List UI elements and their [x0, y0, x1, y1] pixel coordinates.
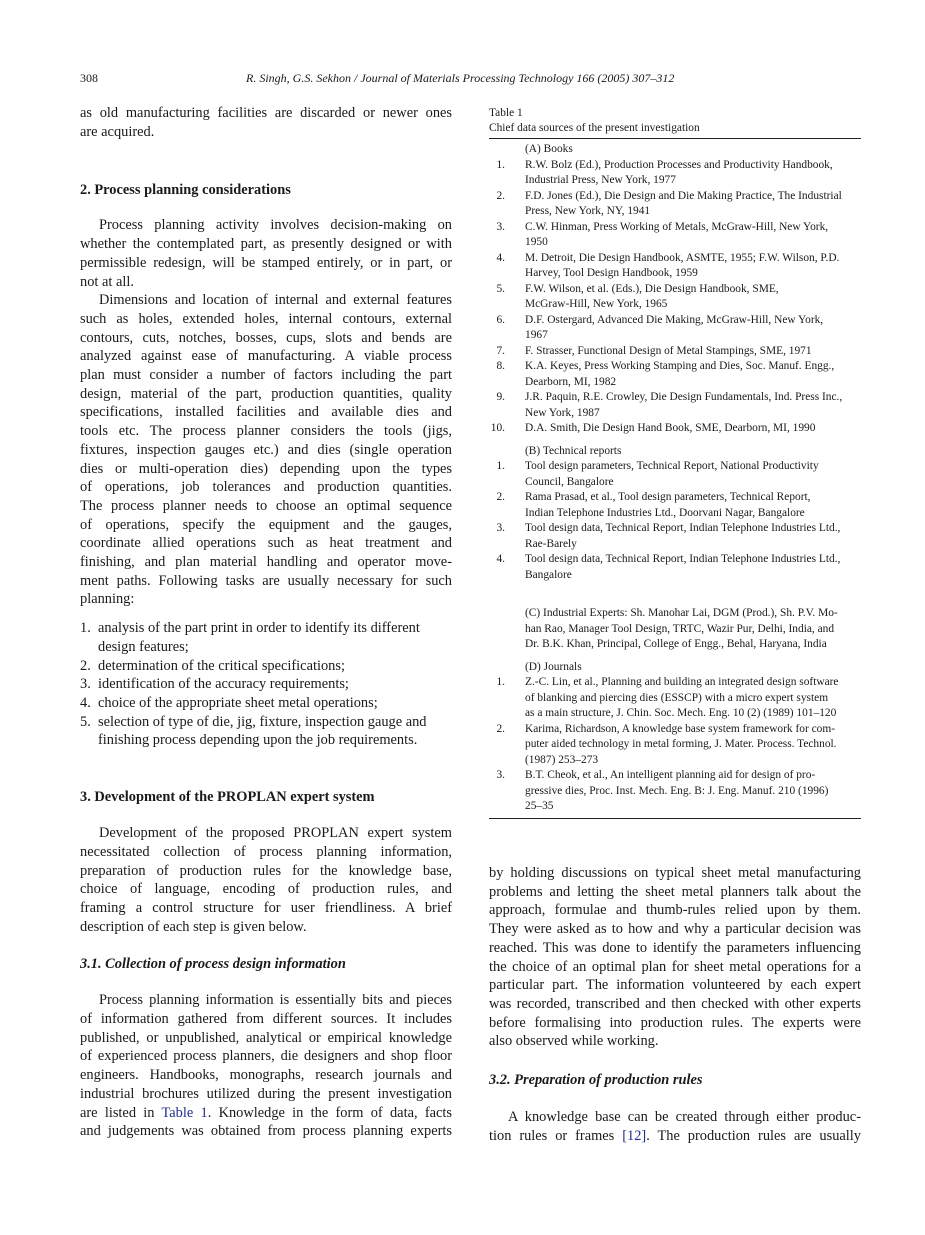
- text-fragment: are listed in: [80, 1104, 162, 1121]
- table-label: Table 1: [489, 107, 523, 119]
- text-line: M. Detroit, Die Design Handbook, ASMTE, 1955; F.W. Wilson, P.D.: [525, 251, 840, 264]
- text-line: The process planner needs to choose an optimal sequence: [80, 497, 452, 514]
- text-line: K.A. Keyes, Press Working Stamping and Dies, Soc. Manuf. Engg.,: [525, 360, 835, 372]
- text-line: Council, Bangalore: [525, 475, 614, 488]
- text-line: [489, 1127, 861, 1146]
- text-line: reached. This was done to identify the parameters influencing: [489, 939, 861, 956]
- text-line: They were asked as to how and why a particular decision was: [489, 921, 861, 938]
- text-line: particular part. The information volunteered by each expert: [489, 977, 861, 994]
- text-line: fixtures, inspection gauges etc.) and dies (single operation: [80, 441, 452, 458]
- text-line: problems and letting the sheet metal planners talk about the: [489, 883, 861, 900]
- task-number: 1.: [80, 620, 91, 637]
- row-number: 7.: [496, 344, 505, 357]
- text-line: whether the contemplated part, as presently designed or with: [80, 236, 452, 253]
- table-row: [489, 390, 861, 421]
- row-number: 1.: [496, 676, 505, 688]
- text-line: the choice of an optimal plan for sheet metal operations for a: [489, 958, 861, 975]
- text-line: as old manufacturing facilities are discarded or newer ones: [80, 105, 452, 121]
- table-row: [489, 490, 861, 521]
- text-line: design, material of the part, production quantities, quality: [80, 385, 452, 402]
- table-body: [489, 139, 861, 815]
- text-line: Z.-C. Lin, et al., Planning and building an integrated design software: [525, 676, 839, 688]
- text-line: by holding discussions on typical sheet metal manufacturing: [489, 865, 861, 881]
- table-row: [489, 722, 861, 769]
- text-line: McGraw-Hill, New York, 1965: [525, 298, 668, 310]
- row-number: 4.: [496, 251, 505, 264]
- row-number: 5.: [496, 282, 505, 295]
- row-number: 2.: [496, 722, 505, 735]
- row-number: 2.: [496, 189, 505, 202]
- text-line: coordinate allied operations such as heat treatment and: [80, 535, 452, 552]
- table-row: [489, 158, 861, 189]
- section-2-paragraph-2: [80, 291, 452, 609]
- text-line: C.W. Hinman, Press Working of Metals, McGraw-Hill, New York,: [525, 220, 829, 233]
- text-line: Tool design parameters, Technical Report, National Productivity: [525, 460, 819, 472]
- continuation-paragraph: [489, 864, 861, 1051]
- text-line: plan must consider a number of factors including the part: [80, 367, 452, 384]
- text-line: Dearborn, MI, 1982: [525, 375, 617, 388]
- text-line: choice of language, encoding of production rules, and: [80, 881, 452, 898]
- text-line: engineers. Handbooks, monographs, research journals and: [80, 1067, 452, 1084]
- task-item: [80, 694, 452, 713]
- text-line: approach, formulae and thumb-rules relied upon by them.: [489, 902, 861, 919]
- text-line: of information gathered from different sources. It includes: [80, 1011, 452, 1028]
- text-line: Dimensions and location of internal and external features: [99, 292, 452, 309]
- text-line: of operations, specify the equipment and the gauges,: [80, 516, 452, 533]
- section-3-paragraph: [80, 824, 452, 936]
- text-line: B.T. Cheok, et al., An intelligent planning aid for design of pro-: [525, 769, 816, 781]
- table-1: [489, 106, 861, 819]
- text-line: preparation of production rules for the knowledge base,: [80, 862, 452, 879]
- table-caption: Chief data sources of the present investigation: [489, 121, 700, 134]
- text-line: dies or multi-operation dies) depending upon the types: [80, 460, 452, 477]
- subsection-3-1-paragraph: [80, 991, 452, 1141]
- task-list: [80, 619, 452, 750]
- table-row: [489, 220, 861, 251]
- intro-paragraph: [80, 104, 452, 141]
- text-line: Press, New York, NY, 1941: [525, 205, 651, 217]
- category-journals: (D) Journals: [525, 660, 582, 673]
- task-number: 2.: [80, 657, 91, 674]
- text-line: F.D. Jones (Ed.), Die Design and Die Making Practice, The Industrial: [525, 189, 842, 202]
- table-1-link[interactable]: Table 1: [161, 1104, 208, 1121]
- row-number: 4.: [496, 553, 505, 565]
- task-number: 4.: [80, 694, 91, 711]
- left-column: [80, 104, 452, 1141]
- text-line: Development of the proposed PROPLAN expert system: [99, 825, 452, 842]
- text-line: puter aided technology in metal forming, J. Mater. Process. Technol.: [525, 738, 837, 750]
- row-number: 3.: [496, 522, 505, 534]
- subsection-3-1-heading: 3.1. Collection of process design information: [80, 956, 346, 973]
- text-line: contours, cuts, notches, bosses, cups, slots and bends are: [80, 329, 452, 346]
- text-line: necessitated collection of process planning information,: [80, 843, 452, 860]
- task-item: [80, 675, 452, 694]
- text-line: 1950: [525, 236, 548, 248]
- text-line: Karima, Richardson, A knowledge base system framework for com-: [525, 722, 835, 735]
- subsection-3-2-heading: 3.2. Preparation of production rules: [489, 1072, 703, 1089]
- text-line: description of each step is given below.: [80, 918, 307, 935]
- text-line: 1967: [525, 329, 548, 341]
- text-line: analysis of the part print in order to identify its different: [98, 620, 420, 637]
- row-number: 2.: [496, 491, 505, 503]
- text-line: finishing process depending upon the job requirements.: [98, 732, 418, 749]
- right-column: [489, 864, 861, 1145]
- text-line: was recorded, transcribed and then checked with other experts: [489, 995, 861, 1012]
- text-line: Harvey, Tool Design Handbook, 1959: [525, 267, 698, 279]
- text-line: Rama Prasad, et al., Tool design parameters, Technical Report,: [525, 491, 811, 503]
- text-line: and judgements was obtained from process planning experts: [80, 1123, 452, 1140]
- text-line: finishing, and plan material handling and operator move-: [80, 554, 452, 571]
- text-line: R.W. Bolz (Ed.), Production Processes and Productivity Handbook,: [525, 158, 833, 171]
- table-row: [489, 282, 861, 313]
- text-line: F.W. Wilson, et al. (Eds.), Die Design Handbook, SME,: [525, 282, 779, 295]
- text-line: Bangalore: [525, 568, 572, 581]
- text-line: New York, 1987: [525, 406, 600, 419]
- section-2-paragraph-1: [80, 216, 452, 291]
- task-item: [80, 657, 452, 676]
- text-fragment: . Knowledge in the form of data, facts: [207, 1104, 452, 1121]
- row-number: 1.: [496, 158, 505, 171]
- text-fragment: . The production rules are usually: [646, 1127, 861, 1144]
- text-line: A knowledge base can be created through either produc-: [508, 1109, 861, 1126]
- table-row: [489, 521, 861, 552]
- reference-12-link[interactable]: [12]: [622, 1127, 647, 1144]
- row-number: 10.: [490, 422, 505, 434]
- text-line: as a main structure, J. Chin. Soc. Mech. Eng. 10 (2) (1989) 101–120: [525, 707, 837, 719]
- text-fragment: tion rules or frames: [489, 1127, 623, 1144]
- text-line: industrial brochures utilized during the present investigation: [80, 1085, 452, 1102]
- table-row: [489, 421, 861, 437]
- text-line: Tool design data, Technical Report, Indian Telephone Industries Ltd.,: [525, 553, 841, 565]
- section-2-heading: 2. Process planning considerations: [80, 182, 291, 199]
- text-line: J.R. Paquin, R.E. Crowley, Die Design Fundamentals, Ind. Press Inc.,: [525, 391, 843, 403]
- text-line: F. Strasser, Functional Design of Metal Stampings, SME, 1971: [525, 344, 812, 357]
- text-line: framing a control structure for user friendliness. A brief: [80, 899, 452, 916]
- table-row: [489, 313, 861, 344]
- text-line: before formalising into production rules. The experts were: [489, 1014, 861, 1031]
- text-line: published, or unpublished, analytical or empirical knowledge: [80, 1029, 452, 1046]
- text-line: han Rao, Manager Tool Design, TRTC, Wazir Pur, Delhi, India, and: [525, 622, 835, 635]
- text-line: such as holes, extended holes, internal contours, external: [80, 310, 452, 327]
- text-line: also observed while working.: [489, 1033, 659, 1050]
- text-line: Industrial Press, New York, 1977: [525, 174, 676, 186]
- text-line: planning:: [80, 591, 135, 608]
- text-line: analyzed against ease of manufacturing. A viable process: [80, 348, 452, 365]
- text-line: Rae-Barely: [525, 537, 577, 550]
- text-line: permissible redesign, will be stamped entirely, or in part, or: [80, 254, 452, 271]
- table-row: [489, 359, 861, 390]
- page-number: 308: [80, 71, 98, 85]
- text-line: are acquired.: [80, 123, 155, 140]
- text-line: not at all.: [80, 273, 134, 290]
- text-line: identification of the accuracy requirements;: [98, 676, 349, 693]
- table-row: [489, 189, 861, 220]
- text-line: of blanking and piercing dies (ESSCP) with a micro expert system: [525, 691, 829, 704]
- task-item: [80, 619, 452, 656]
- text-line: ment paths. Following tasks are usually necessary for such: [80, 572, 452, 589]
- row-number: 6.: [496, 313, 505, 326]
- text-line: (1987) 253–273: [525, 753, 599, 766]
- text-line: Indian Telephone Industries Ltd., Doorvani Nagar, Bangalore: [525, 506, 805, 519]
- table-row: [489, 768, 861, 815]
- category-technical-reports: (B) Technical reports: [525, 444, 622, 457]
- text-line: Dr. B.K. Khan, Principal, College of Engg., Behal, Haryana, India: [525, 638, 827, 650]
- row-number: 9.: [496, 391, 505, 403]
- row-number: 3.: [496, 769, 505, 781]
- text-line: 25–35: [525, 800, 554, 812]
- table-row: [489, 459, 861, 490]
- table-row: [489, 344, 861, 360]
- text-line: [80, 1104, 452, 1123]
- category-books: (A) Books: [525, 143, 573, 155]
- text-line: selection of type of die, jig, fixture, inspection gauge and: [98, 713, 427, 730]
- text-line: Process planning activity involves decision-making on: [99, 217, 452, 234]
- task-number: 5.: [80, 713, 91, 730]
- row-number: 1.: [496, 460, 505, 472]
- text-line: of operations, job tolerances and production quantities.: [80, 479, 452, 496]
- text-line: Process planning information is essentially bits and pieces: [99, 992, 452, 1009]
- subsection-3-2-paragraph: [489, 1108, 861, 1145]
- text-line: design features;: [98, 638, 189, 655]
- running-title: R. Singh, G.S. Sekhon / Journal of Materials Processing Technology 166 (2005) 307–312: [246, 71, 675, 85]
- task-item: [80, 713, 452, 750]
- task-number: 3.: [80, 676, 91, 693]
- text-line: choice of the appropriate sheet metal operations;: [98, 694, 378, 711]
- text-line: specifications, installed facilities and available dies and: [80, 404, 452, 421]
- text-line: Tool design data, Technical Report, Indian Telephone Industries Ltd.,: [525, 522, 841, 534]
- text-line: of experienced process planners, die designers and shop floor: [80, 1048, 452, 1065]
- row-number: 8.: [496, 360, 505, 372]
- text-line: D.A. Smith, Die Design Hand Book, SME, Dearborn, MI, 1990: [525, 422, 816, 434]
- table-row: [489, 552, 861, 583]
- text-line: gressive dies, Proc. Inst. Mech. Eng. B: J. Eng. Manuf. 210 (1996): [525, 784, 829, 797]
- category-industrial-experts: [489, 606, 861, 653]
- table-row: [489, 251, 861, 282]
- text-line: tools etc. The process planner considers the tools (jigs,: [80, 423, 452, 440]
- section-3-heading: 3. Development of the PROPLAN expert system: [80, 789, 375, 806]
- table-bottom-rule: [489, 818, 861, 819]
- table-row: [489, 675, 861, 722]
- row-number: 3.: [496, 220, 505, 233]
- text-line: (C) Industrial Experts: Sh. Manohar Lai, DGM (Prod.), Sh. P.V. Mo-: [525, 607, 838, 619]
- text-line: determination of the critical specifications;: [98, 657, 345, 674]
- text-line: D.F. Ostergard, Advanced Die Making, McGraw-Hill, New York,: [525, 313, 824, 326]
